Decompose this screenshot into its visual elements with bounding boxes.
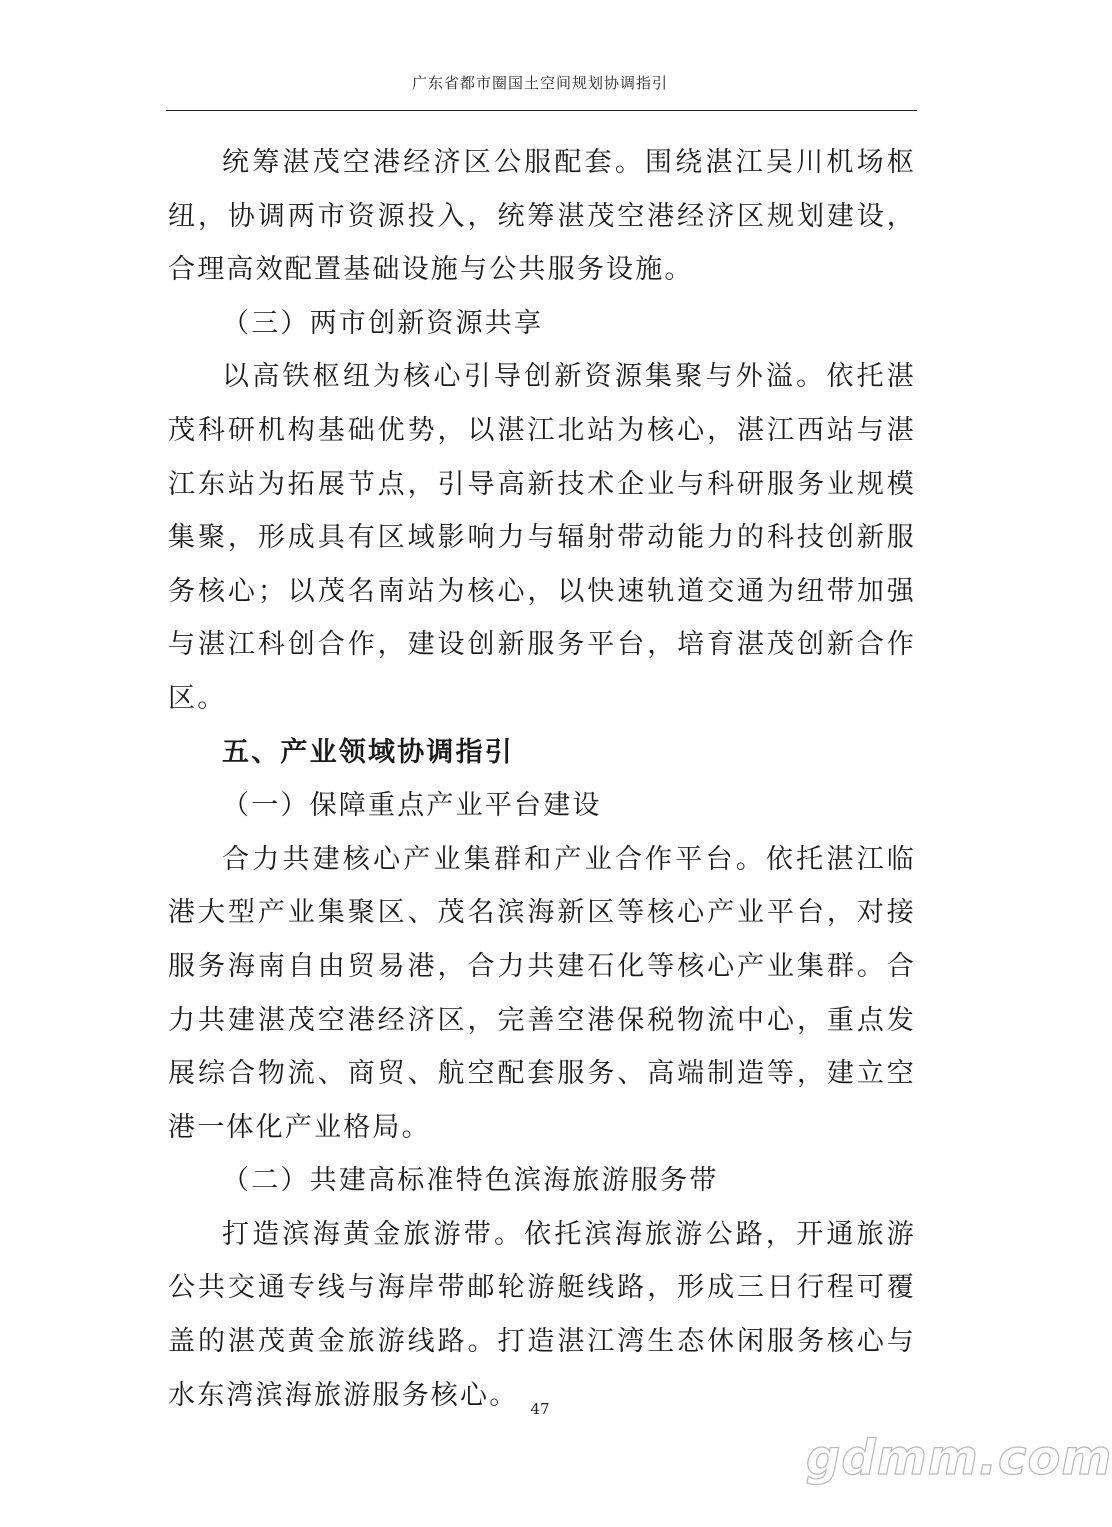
section-heading-industry: 五、产业领域协调指引	[222, 736, 514, 768]
running-header: 广东省都市圈国土空间规划协调指引	[411, 74, 668, 92]
header-rule	[166, 110, 917, 111]
subheading-industry-platforms: （一）保障重点产业平台建设	[222, 790, 602, 822]
watermark-logo: gdmm.com	[806, 1430, 1112, 1486]
subheading-innovation-sharing: （三）两市创新资源共享	[222, 307, 544, 339]
document-body	[168, 136, 916, 1422]
paragraph-industry-clusters: 合力共建核心产业集群和产业合作平台。依托湛江临港大型产业集聚区、茂名滨海新区等核心产业平台，对接服务海南自由贸易港，合力共建石化等核心产业集群。合力共建湛茂空港经济区，完善空港保税物流中心，重点发展综合物流、商贸、航空配套服务、高端制造等，建立空港一体化产业格局。	[168, 843, 916, 1143]
paragraph-tourism-belt: 打造滨海黄金旅游带。依托滨海旅游公路，开通旅游公共交通专线与海岸带邮轮游艇线路，形成三日行程可覆盖的湛茂黄金旅游线路。打造湛江湾生态休闲服务核心与水东湾滨海旅游服务核心。	[168, 1218, 916, 1411]
paragraph-innovation-hubs: 以高铁枢纽为核心引导创新资源集聚与外溢。依托湛茂科研机构基础优势，以湛江北站为核心，湛江西站与湛江东站为拓展节点，引导高新技术企业与科研服务业规模集聚，形成具有区域影响力与辐射带动能力的科技创新服务核心；以茂名南站为核心，以快速轨道交通为纽带加强与湛江科创合作，建设创新服务平台，培育湛茂创新合作区。	[168, 361, 916, 714]
subheading-coastal-tourism: （二）共建高标准特色滨海旅游服务带	[222, 1165, 719, 1197]
page-number: 47	[530, 1400, 550, 1418]
paragraph-airport-services: 统筹湛茂空港经济区公服配套。围绕湛江吴川机场枢纽，协调两市资源投入，统筹湛茂空港经济区规划建设，合理高效配置基础设施与公共服务设施。	[168, 147, 916, 286]
